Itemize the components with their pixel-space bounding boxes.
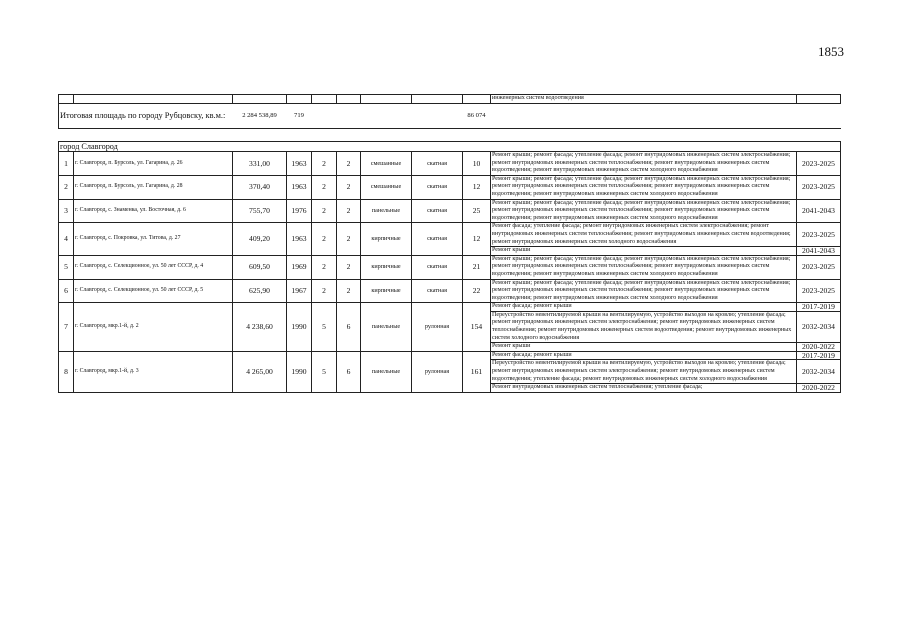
table-row xyxy=(59,199,841,223)
row-residents: 25 xyxy=(463,199,491,223)
row-year: 1990 xyxy=(287,351,312,392)
total-label: Итоговая площадь по городу Рубцовску, кв.м.: xyxy=(59,104,233,129)
carry-over-work: инженерных систем водоотведения xyxy=(491,95,797,104)
row-entrances: 2 xyxy=(337,279,361,303)
row-address: г. Славгород, п. Бурсоль, ул. Гагарина, д. 26 xyxy=(74,152,233,176)
table-row xyxy=(59,351,841,360)
row-work-description: Ремонт крыши xyxy=(491,343,797,352)
row-number: 4 xyxy=(59,223,74,255)
row-wall-material: панельные xyxy=(361,303,412,352)
row-wall-material: панельные xyxy=(361,351,412,392)
housing-register-table xyxy=(58,94,841,393)
row-floors: 2 xyxy=(312,279,337,303)
row-entrances: 6 xyxy=(337,351,361,392)
row-area: 4 238,60 xyxy=(233,303,287,352)
row-work-period: 2020-2022 xyxy=(797,343,841,352)
row-roof-type: рулонная xyxy=(412,303,463,352)
row-area: 409,20 xyxy=(233,223,287,255)
table-row xyxy=(59,279,841,303)
row-area: 625,90 xyxy=(233,279,287,303)
row-address: г. Славгород, мкр.1-й, д. 2 xyxy=(74,303,233,352)
total-residents: 86 074 xyxy=(467,112,486,120)
row-floors: 2 xyxy=(312,255,337,279)
row-work-period: 2023-2025 xyxy=(797,175,841,199)
row-work-period: 2023-2025 xyxy=(797,255,841,279)
row-year: 1963 xyxy=(287,175,312,199)
row-work-description: Ремонт фасада; утепление фасада; ремонт внутридомовых инженерных систем электроснабжения; ремонт внутридомовых инженерных систем теплоснабжения; ремонт внутридомовых инженерных систем водоотведения; ремонт внутридомовых инженерных систем холодного водоснабжения xyxy=(491,223,797,247)
row-roof-type: скатная xyxy=(412,223,463,255)
row-work-description: Ремонт крыши; ремонт фасада; утепление фасада; ремонт внутридомовых инженерных систем электроснабжения; ремонт внутридомовых инженерных систем теплоснабжения; ремонт внутридомовых инженерных систем водоотведения; ремонт внутридомовых инженерных систем холодного водоснабжения xyxy=(491,175,797,199)
row-residents: 10 xyxy=(463,152,491,176)
row-work-period: 2023-2025 xyxy=(797,152,841,176)
carry-over-row xyxy=(59,95,841,104)
row-floors: 2 xyxy=(312,199,337,223)
row-area: 331,00 xyxy=(233,152,287,176)
city-name: город Славгород xyxy=(59,142,841,152)
row-wall-material: панельные xyxy=(361,199,412,223)
row-residents: 21 xyxy=(463,255,491,279)
row-address: г. Славгород, мкр.1-й, д. 3 xyxy=(74,351,233,392)
row-wall-material: кирпичные xyxy=(361,255,412,279)
row-year: 1963 xyxy=(287,223,312,255)
row-roof-type: скатная xyxy=(412,175,463,199)
row-area: 370,40 xyxy=(233,175,287,199)
row-address: г. Славгород, с. Селекционное, ул. 50 лет СССР, д. 4 xyxy=(74,255,233,279)
row-number: 3 xyxy=(59,199,74,223)
row-number: 7 xyxy=(59,303,74,352)
row-address: г. Славгород, п. Бурсоль, ул. Гагарина, д. 28 xyxy=(74,175,233,199)
row-floors: 2 xyxy=(312,223,337,255)
row-address: г. Славгород, с. Знаменка, ул. Восточная, д. 6 xyxy=(74,199,233,223)
row-floors: 2 xyxy=(312,175,337,199)
row-number: 6 xyxy=(59,279,74,303)
row-roof-type: скатная xyxy=(412,255,463,279)
row-year: 1976 xyxy=(287,199,312,223)
row-wall-material: кирпичные xyxy=(361,279,412,303)
table-row xyxy=(59,175,841,199)
spacer-row xyxy=(59,129,841,142)
row-entrances: 2 xyxy=(337,175,361,199)
row-work-period: 2041-2043 xyxy=(797,199,841,223)
row-residents: 12 xyxy=(463,223,491,255)
row-roof-type: скатная xyxy=(412,279,463,303)
row-entrances: 2 xyxy=(337,199,361,223)
row-entrances: 2 xyxy=(337,152,361,176)
row-area: 755,70 xyxy=(233,199,287,223)
row-floors: 5 xyxy=(312,351,337,392)
row-residents: 154 xyxy=(463,303,491,352)
row-residents: 22 xyxy=(463,279,491,303)
row-work-period: 2041-2043 xyxy=(797,247,841,256)
row-area: 609,50 xyxy=(233,255,287,279)
row-floors: 2 xyxy=(312,152,337,176)
row-entrances: 6 xyxy=(337,303,361,352)
row-entrances: 2 xyxy=(337,223,361,255)
row-work-period: 2017-2019 xyxy=(797,351,841,360)
row-address: г. Славгород, с. Покровка, ул. Титова, д. 27 xyxy=(74,223,233,255)
row-number: 1 xyxy=(59,152,74,176)
table-row xyxy=(59,255,841,279)
row-work-description: Ремонт крыши; ремонт фасада; утепление фасада; ремонт внутридомовых инженерных систем электроснабжения; ремонт внутридомовых инженерных систем теплоснабжения; ремонт внутридомовых инженерных систем водоотведения; ремонт внутридомовых инженерных систем холодного водоснабжения xyxy=(491,255,797,279)
total-area: 2 284 538,89 xyxy=(242,112,277,120)
row-wall-material: смешанные xyxy=(361,152,412,176)
row-number: 5 xyxy=(59,255,74,279)
row-work-description: Ремонт фасада; ремонт крыши xyxy=(491,303,797,312)
row-work-period: 2017-2019 xyxy=(797,303,841,312)
row-roof-type: скатная xyxy=(412,152,463,176)
row-area: 4 265,00 xyxy=(233,351,287,392)
row-wall-material: смешанные xyxy=(361,175,412,199)
row-work-description: Переустройство невентилируемой крыши на вентилируемую, устройство выходов на кровлю; утепление фасада; ремонт внутридомовых инженерных систем электроснабжения; ремонт внутридомовых инженерных систем водоотведения; утепление фасада; ремонт внутридомовых инженерных систем холодного водоснабжения xyxy=(491,360,797,384)
row-address: г. Славгород, с. Селекционное, ул. 50 лет СССР, д. 5 xyxy=(74,279,233,303)
row-work-period: 2032-2034 xyxy=(797,360,841,384)
row-number: 8 xyxy=(59,351,74,392)
total-row xyxy=(59,104,841,129)
page-number: 1853 xyxy=(818,44,844,59)
row-work-period: 2023-2025 xyxy=(797,223,841,247)
table-body xyxy=(59,95,841,393)
row-work-description: Ремонт фасада; ремонт крыши xyxy=(491,351,797,360)
row-work-description: Ремонт крыши; ремонт фасада; утепление фасада; ремонт внутридомовых инженерных систем электроснабжения; ремонт внутридомовых инженерных систем теплоснабжения; ремонт внутридомовых инженерных систем водоотведения; ремонт внутридомовых инженерных систем холодного водоснабжения xyxy=(491,152,797,176)
row-work-description: Ремонт крыши xyxy=(491,247,797,256)
row-work-period: 2032-2034 xyxy=(797,311,841,342)
row-entrances: 2 xyxy=(337,255,361,279)
row-work-description: Ремонт крыши; ремонт фасада; утепление фасада; ремонт внутридомовых инженерных систем электроснабжения; ремонт внутридомовых инженерных систем теплоснабжения; ремонт внутридомовых инженерных систем водоотведения; ремонт внутридомовых инженерных систем холодного водоснабжения xyxy=(491,199,797,223)
city-row xyxy=(59,142,841,152)
row-roof-type: скатная xyxy=(412,199,463,223)
row-work-description: Переустройство невентилируемой крыши на вентилируемую, устройство выходов на кровлю; утепление фасада; ремонт внутридомовых инженерных систем электроснабжения; ремонт внутридомовых инженерных систем теплоснабжения; ремонт внутридомовых инженерных систем водоотведения; ремонт внутридомовых инженерных систем холодного водоснабжения xyxy=(491,311,797,342)
row-work-description: Ремонт крыши; ремонт фасада; утепление фасада; ремонт внутридомовых инженерных систем электроснабжения; ремонт внутридомовых инженерных систем теплоснабжения; ремонт внутридомовых инженерных систем водоотведения; ремонт внутридомовых инженерных систем холодного водоснабжения xyxy=(491,279,797,303)
row-year: 1963 xyxy=(287,152,312,176)
row-roof-type: рулонная xyxy=(412,351,463,392)
row-year: 1969 xyxy=(287,255,312,279)
table-row xyxy=(59,152,841,176)
row-residents: 161 xyxy=(463,351,491,392)
row-residents: 12 xyxy=(463,175,491,199)
row-year: 1967 xyxy=(287,279,312,303)
row-floors: 5 xyxy=(312,303,337,352)
total-count: 719 xyxy=(294,112,304,120)
row-year: 1990 xyxy=(287,303,312,352)
row-wall-material: кирпичные xyxy=(361,223,412,255)
row-work-description: Ремонт внутридомовых инженерных систем теплоснабжения; утепление фасада; xyxy=(491,384,797,393)
row-work-period: 2023-2025 xyxy=(797,279,841,303)
table-row xyxy=(59,303,841,312)
row-number: 2 xyxy=(59,175,74,199)
row-work-period: 2020-2022 xyxy=(797,384,841,393)
table-row xyxy=(59,223,841,247)
